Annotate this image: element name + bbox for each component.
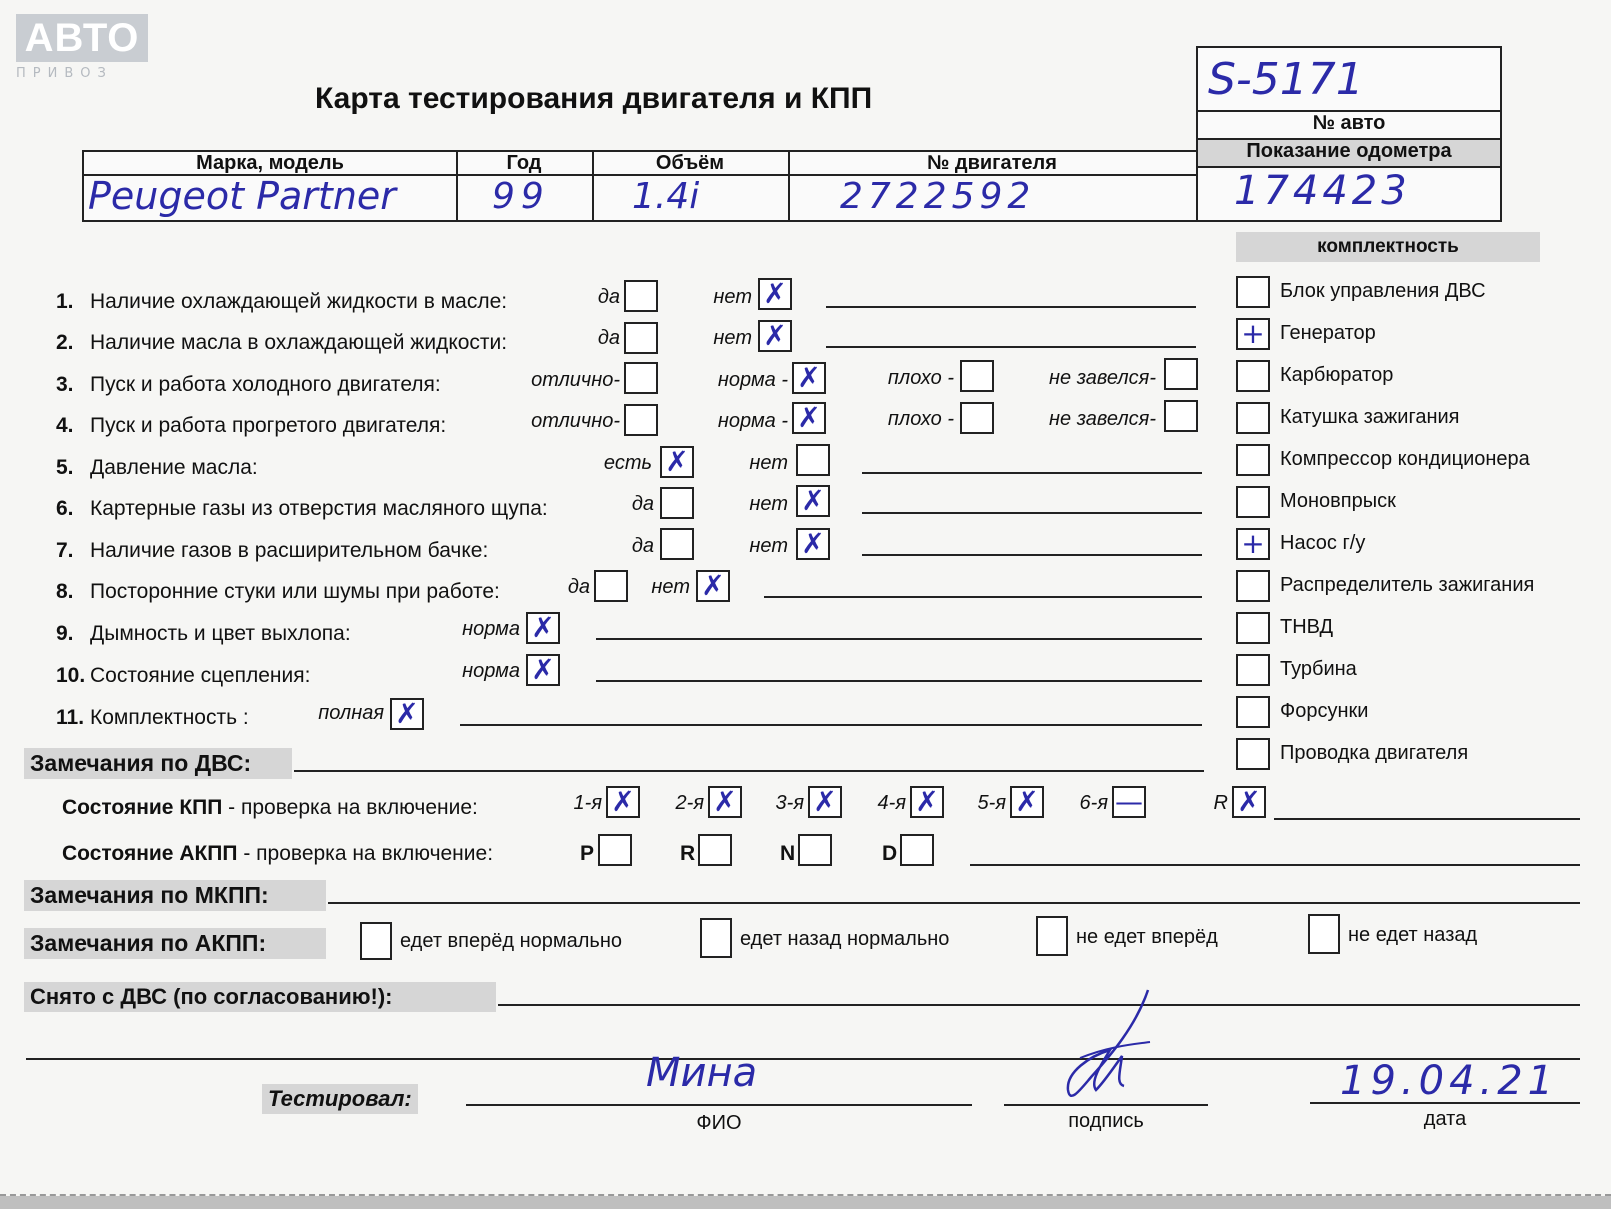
q9-normal-checkbox[interactable]: ✗	[526, 612, 560, 644]
question-8: 8. Посторонние стуки или шумы при работе:	[56, 580, 500, 603]
akpp-no-back-checkbox[interactable]	[1308, 914, 1340, 954]
q6-opt-yes-label: да	[631, 493, 654, 515]
komplekt-checkbox[interactable]	[1236, 360, 1270, 392]
q2-yes-checkbox[interactable]	[624, 322, 658, 354]
dvs-remarks-label: Замечания по ДВС:	[24, 748, 292, 779]
komplekt-checkbox[interactable]	[1236, 570, 1270, 602]
question-3: 3. Пуск и работа холодного двигателя:	[56, 373, 441, 396]
akpp-no-forward-label: не едет вперёд	[1076, 926, 1218, 948]
q5-no-checkbox[interactable]	[796, 444, 830, 476]
odometer-value[interactable]: 174423	[1234, 168, 1411, 214]
q4-nostart-checkbox[interactable]	[1164, 400, 1198, 432]
q6-opt-no-label: нет	[749, 493, 788, 515]
fio-label: ФИО	[696, 1112, 742, 1134]
komplekt-item-label: Моновпрыск	[1280, 490, 1396, 512]
q3-opt-bad-label: плохо -	[887, 367, 954, 389]
q6-yes-checkbox[interactable]	[660, 487, 694, 519]
q7-yes-checkbox[interactable]	[660, 528, 694, 560]
col-volume: Объём	[655, 152, 725, 174]
removed-label: Снято с ДВС (по согласованию!):	[24, 982, 496, 1012]
col-engine-number: № двигателя	[927, 152, 1057, 174]
q3-nostart-checkbox[interactable]	[1164, 358, 1198, 390]
question-4: 4. Пуск и работа прогретого двигателя:	[56, 414, 447, 437]
year-value[interactable]: 99	[492, 176, 550, 217]
question-5: 5. Давление масла:	[56, 456, 258, 479]
komplekt-item-label: Блок управления ДВС	[1280, 280, 1486, 302]
q4-excellent-checkbox[interactable]	[624, 404, 658, 436]
q8-yes-checkbox[interactable]	[594, 570, 628, 602]
kpp-gear-checkbox[interactable]: —	[1112, 786, 1146, 818]
komplekt-item-label: Форсунки	[1280, 700, 1369, 722]
mkpp-remarks-label: Замечания по МКПП:	[24, 880, 326, 911]
kpp-gear-label: R	[1213, 792, 1228, 814]
kpp-gear-checkbox[interactable]: ✗	[1010, 786, 1044, 818]
q10-opt-normal-label: норма	[462, 660, 520, 682]
q3-opt-excellent-label: отлично-	[531, 369, 620, 391]
komplekt-item-label: Катушка зажигания	[1280, 406, 1460, 428]
question-6: 6. Картерные газы из отверстия масляного щупа:	[56, 497, 548, 520]
q5-yes-checkbox[interactable]: ✗	[660, 446, 694, 478]
kpp-gear-label: 3-я	[775, 792, 804, 814]
komplekt-checkbox[interactable]	[1236, 696, 1270, 728]
kpp-gear-label: 1-я	[573, 792, 602, 814]
akpp-check-label: Состояние АКПП - проверка на включение:	[62, 842, 494, 865]
q7-opt-yes-label: да	[631, 535, 654, 557]
komplekt-item-label: Карбюратор	[1280, 364, 1394, 386]
auto-number-label: № авто	[1312, 112, 1386, 134]
date-value[interactable]: 19.04.21	[1340, 1058, 1559, 1104]
akpp-mode-label: R	[680, 842, 696, 865]
komplekt-checkbox[interactable]	[1236, 276, 1270, 308]
q8-no-checkbox[interactable]: ✗	[696, 570, 730, 602]
komplekt-checkbox[interactable]	[1236, 444, 1270, 476]
komplekt-item-label: Проводка двигателя	[1280, 742, 1469, 764]
komplekt-title: комплектность	[1236, 232, 1540, 262]
q4-opt-excellent-label: отлично-	[531, 410, 620, 432]
q2-opt-no-label: нет	[713, 327, 752, 349]
akpp-mode-checkbox[interactable]	[598, 834, 632, 866]
komplekt-checkbox[interactable]	[1236, 402, 1270, 434]
q5-opt-no-label: нет	[749, 452, 788, 474]
volume-value[interactable]: 1.4i	[632, 176, 700, 217]
komplekt-checkbox[interactable]	[1236, 486, 1270, 518]
q8-opt-no-label: нет	[651, 576, 690, 598]
logo: АВТО	[16, 14, 148, 62]
q3-normal-checkbox[interactable]: ✗	[792, 362, 826, 394]
signature-label: подпись	[1068, 1110, 1144, 1132]
auto-box	[1196, 46, 1502, 222]
q8-opt-yes-label: да	[567, 576, 590, 598]
q3-excellent-checkbox[interactable]	[624, 362, 658, 394]
komplekt-checkbox[interactable]	[1236, 612, 1270, 644]
komplekt-item-label: Турбина	[1280, 658, 1357, 680]
komplekt-checkbox[interactable]: +	[1236, 318, 1270, 350]
akpp-back-ok-label: едет назад нормально	[740, 928, 950, 950]
akpp-mode-checkbox[interactable]	[900, 834, 934, 866]
akpp-remarks-label: Замечания по АКПП:	[24, 928, 326, 959]
kpp-gear-checkbox[interactable]: ✗	[808, 786, 842, 818]
q3-bad-checkbox[interactable]	[960, 360, 994, 392]
kpp-gear-checkbox[interactable]: ✗	[1232, 786, 1266, 818]
kpp-gear-label: 5-я	[977, 792, 1006, 814]
logo-subtitle: ПРИВОЗ	[16, 66, 113, 81]
auto-number[interactable]: S-5171	[1208, 54, 1364, 105]
q5-opt-yes-label: есть	[603, 452, 652, 474]
komplekt-item-label: Распределитель зажигания	[1280, 574, 1535, 596]
q11-opt-full-label: полная	[318, 702, 384, 724]
q4-opt-bad-label: плохо -	[887, 408, 954, 430]
kpp-gear-checkbox[interactable]: ✗	[606, 786, 640, 818]
q6-no-checkbox[interactable]: ✗	[796, 485, 830, 517]
question-7: 7. Наличие газов в расширительном бачке:	[56, 539, 489, 562]
q7-opt-no-label: нет	[749, 535, 788, 557]
komplekt-item-label: Генератор	[1280, 322, 1376, 344]
akpp-forward-ok-checkbox[interactable]	[360, 922, 392, 960]
kpp-gear-label: 4-я	[877, 792, 906, 814]
kpp-gear-label: 2-я	[675, 792, 704, 814]
q4-opt-nostart-label: не завелся-	[1049, 408, 1156, 430]
vehicle-table	[82, 150, 1198, 222]
komplekt-checkbox[interactable]: +	[1236, 528, 1270, 560]
q1-yes-checkbox[interactable]	[624, 280, 658, 312]
akpp-back-ok-checkbox[interactable]	[700, 918, 732, 958]
komplekt-checkbox[interactable]	[1236, 738, 1270, 770]
kpp-gear-checkbox[interactable]: ✗	[910, 786, 944, 818]
akpp-mode-label: N	[780, 842, 796, 865]
q1-opt-yes-label: да	[597, 286, 620, 308]
q2-opt-yes-label: да	[597, 327, 620, 349]
signature[interactable]	[1040, 986, 1160, 1116]
akpp-mode-label: P	[580, 842, 595, 865]
q2-no-checkbox[interactable]: ✗	[758, 320, 792, 352]
akpp-no-back-label: не едет назад	[1348, 924, 1478, 946]
komplekt-item-label: Насос г/у	[1280, 532, 1366, 554]
question-11: 11. Комплектность :	[56, 706, 249, 729]
komplekt-checkbox[interactable]	[1236, 654, 1270, 686]
q10-normal-checkbox[interactable]: ✗	[526, 654, 560, 686]
tester-name[interactable]: Мина	[646, 1050, 758, 1096]
tested-label: Тестировал:	[262, 1084, 418, 1114]
question-9: 9. Дымность и цвет выхлопа:	[56, 622, 351, 645]
q4-bad-checkbox[interactable]	[960, 402, 994, 434]
akpp-mode-checkbox[interactable]	[698, 834, 732, 866]
komplekt-item-label: Компрессор кондиционера	[1280, 448, 1530, 470]
q4-opt-normal-label: норма -	[717, 410, 788, 432]
odometer-label: Показание одометра	[1198, 140, 1500, 166]
col-year: Год	[506, 152, 542, 174]
akpp-no-forward-checkbox[interactable]	[1036, 916, 1068, 956]
question-10: 10. Состояние сцепления:	[56, 664, 311, 687]
akpp-forward-ok-label: едет вперёд нормально	[400, 930, 623, 952]
q11-full-checkbox[interactable]: ✗	[390, 698, 424, 730]
date-label: дата	[1423, 1108, 1467, 1130]
q3-opt-normal-label: норма -	[717, 369, 788, 391]
q9-opt-normal-label: норма	[462, 618, 520, 640]
komplekt-item-label: ТНВД	[1280, 616, 1334, 638]
kpp-check-label: Состояние КПП - проверка на включение:	[62, 796, 478, 819]
q1-opt-no-label: нет	[713, 286, 752, 308]
q1-no-checkbox[interactable]: ✗	[758, 278, 792, 310]
col-make-model: Марка, модель	[196, 152, 344, 174]
engine-number-value[interactable]: 2722592	[840, 176, 1036, 217]
page-title: Карта тестирования двигателя и КПП	[315, 82, 873, 115]
kpp-gear-checkbox[interactable]: ✗	[708, 786, 742, 818]
kpp-gear-label: 6-я	[1079, 792, 1108, 814]
question-2: 2. Наличие масла в охлаждающей жидкости:	[56, 331, 508, 354]
q3-opt-nostart-label: не завелся-	[1049, 367, 1156, 389]
akpp-mode-label: D	[882, 842, 898, 865]
q7-no-checkbox[interactable]: ✗	[796, 528, 830, 560]
q4-normal-checkbox[interactable]: ✗	[792, 402, 826, 434]
question-1: 1. Наличие охлаждающей жидкости в масле:	[56, 290, 508, 313]
make-model-value[interactable]: Peugeot Partner	[88, 174, 396, 218]
akpp-mode-checkbox[interactable]	[798, 834, 832, 866]
